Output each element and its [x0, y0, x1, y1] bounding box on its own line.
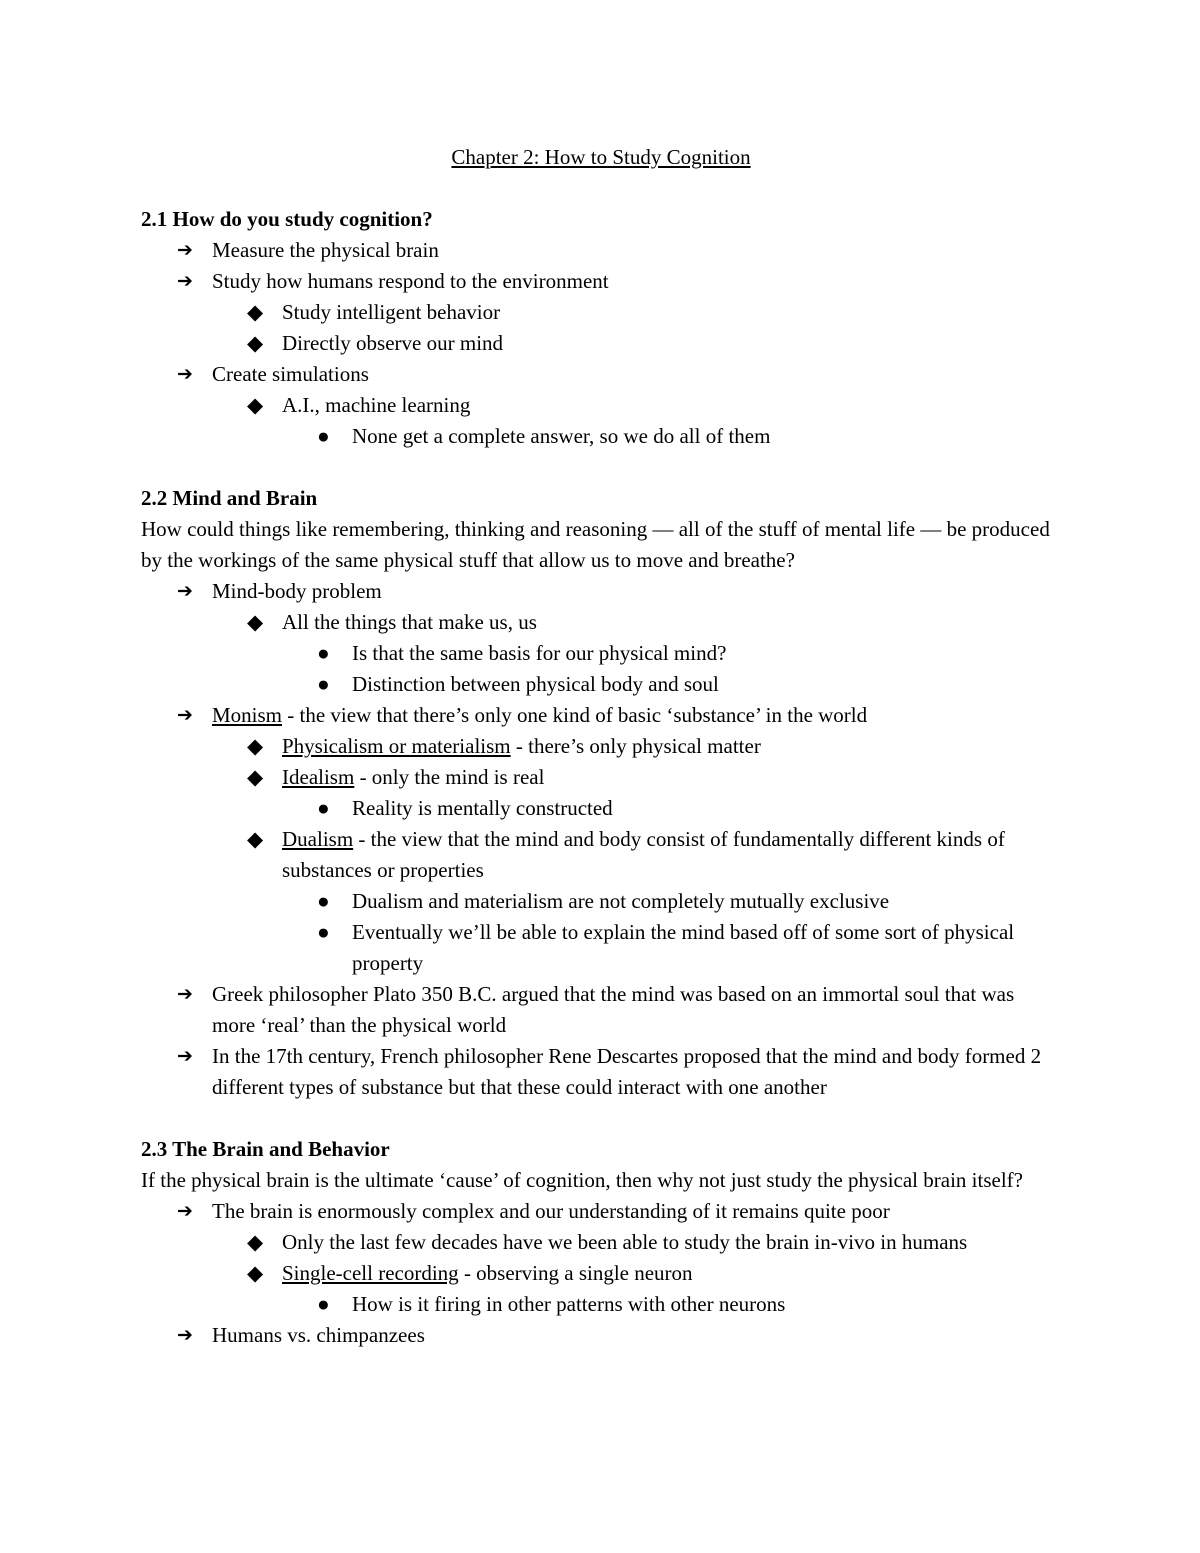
dot-bullet-icon: ●: [317, 641, 330, 665]
list-item: ➔ The brain is enormously complex and our understanding of it remains quite poor: [141, 1196, 1061, 1227]
list-item: ● Distinction between physical body and soul: [141, 669, 1061, 700]
diamond-bullet-icon: ◆: [247, 765, 264, 789]
list-item: ◆ Dualism - the view that the mind and body consist of fundamentally different kinds of substances or properties: [141, 824, 1061, 886]
arrow-bullet-icon: ➔: [177, 705, 193, 726]
list-item: ➔ Greek philosopher Plato 350 B.C. argued that the mind was based on an immortal soul that was more ‘real’ than the physical world: [141, 979, 1061, 1041]
list-item: ➔ Monism - the view that there’s only one kind of basic ‘substance’ in the world: [141, 700, 1061, 731]
diamond-bullet-icon: ◆: [247, 1230, 264, 1254]
arrow-bullet-icon: ➔: [177, 581, 193, 602]
list-item: ● Reality is mentally constructed: [141, 793, 1061, 824]
dot-bullet-icon: ●: [317, 796, 330, 820]
diamond-bullet-icon: ◆: [247, 331, 264, 355]
arrow-bullet-icon: ➔: [177, 271, 193, 292]
list-item: ➔ Humans vs. chimpanzees: [141, 1320, 1061, 1351]
section-heading: 2.2 Mind and Brain: [141, 486, 318, 510]
diamond-bullet-icon: ◆: [247, 610, 264, 634]
dot-bullet-icon: ●: [317, 1292, 330, 1316]
term-physicalism: Physicalism or materialism: [282, 734, 511, 758]
section-intro: If the physical brain is the ultimate ‘cause’ of cognition, then why not just study the physical brain itself?: [141, 1168, 1023, 1192]
list-item: ➔ In the 17th century, French philosopher Rene Descartes proposed that the mind and body formed 2 different types of substance but that these could interact with one another: [141, 1041, 1061, 1103]
list-item: ◆ Only the last few decades have we been able to study the brain in-vivo in humans: [141, 1227, 1061, 1258]
document-page: [141, 142, 1061, 1382]
arrow-bullet-icon: ➔: [177, 240, 193, 261]
diamond-bullet-icon: ◆: [247, 1261, 264, 1285]
section-heading: 2.1 How do you study cognition?: [141, 207, 433, 231]
diamond-bullet-icon: ◆: [247, 393, 264, 417]
dot-bullet-icon: ●: [317, 889, 330, 913]
list-item: ◆ A.I., machine learning: [141, 390, 1061, 421]
term-single-cell-recording: Single-cell recording: [282, 1261, 459, 1285]
list-item: ◆ Study intelligent behavior: [141, 297, 1061, 328]
section-2-1: [141, 204, 1061, 452]
arrow-bullet-icon: ➔: [177, 364, 193, 385]
term-idealism: Idealism: [282, 765, 355, 789]
page-title: Chapter 2: How to Study Cognition: [451, 145, 751, 169]
section-intro: How could things like remembering, thinking and reasoning — all of the stuff of mental life — be produced by the workings of the same physical stuff that allow us to move and breathe?: [141, 517, 1050, 572]
list-item: ● None get a complete answer, so we do all of them: [141, 421, 1061, 452]
list-item: ➔ Create simulations: [141, 359, 1061, 390]
arrow-bullet-icon: ➔: [177, 1046, 193, 1067]
list-item: ◆ Physicalism or materialism - there’s only physical matter: [141, 731, 1061, 762]
list-item: ● Is that the same basis for our physical mind?: [141, 638, 1061, 669]
list-item: ➔ Mind-body problem: [141, 576, 1061, 607]
term-dualism: Dualism: [282, 827, 354, 851]
arrow-bullet-icon: ➔: [177, 984, 193, 1005]
list-item: ◆ Single-cell recording - observing a single neuron: [141, 1258, 1061, 1289]
list-item: ● Dualism and materialism are not completely mutually exclusive: [141, 886, 1061, 917]
dot-bullet-icon: ●: [317, 424, 330, 448]
diamond-bullet-icon: ◆: [247, 300, 264, 324]
list-item: ➔ Study how humans respond to the environment: [141, 266, 1061, 297]
diamond-bullet-icon: ◆: [247, 827, 264, 851]
list-item: ◆ Idealism - only the mind is real: [141, 762, 1061, 793]
arrow-bullet-icon: ➔: [177, 1325, 193, 1346]
term-monism: Monism: [212, 703, 283, 727]
list-item: ➔ Measure the physical brain: [141, 235, 1061, 266]
list-item: ● Eventually we’ll be able to explain the mind based off of some sort of physical property: [141, 917, 1061, 979]
dot-bullet-icon: ●: [317, 920, 330, 944]
list-item: ● How is it firing in other patterns with other neurons: [141, 1289, 1061, 1320]
list-item: ◆ Directly observe our mind: [141, 328, 1061, 359]
list-item: ◆ All the things that make us, us: [141, 607, 1061, 638]
section-2-2: [141, 483, 1061, 1103]
dot-bullet-icon: ●: [317, 672, 330, 696]
section-heading: 2.3 The Brain and Behavior: [141, 1137, 390, 1161]
section-2-3: [141, 1134, 1061, 1351]
diamond-bullet-icon: ◆: [247, 734, 264, 758]
arrow-bullet-icon: ➔: [177, 1201, 193, 1222]
